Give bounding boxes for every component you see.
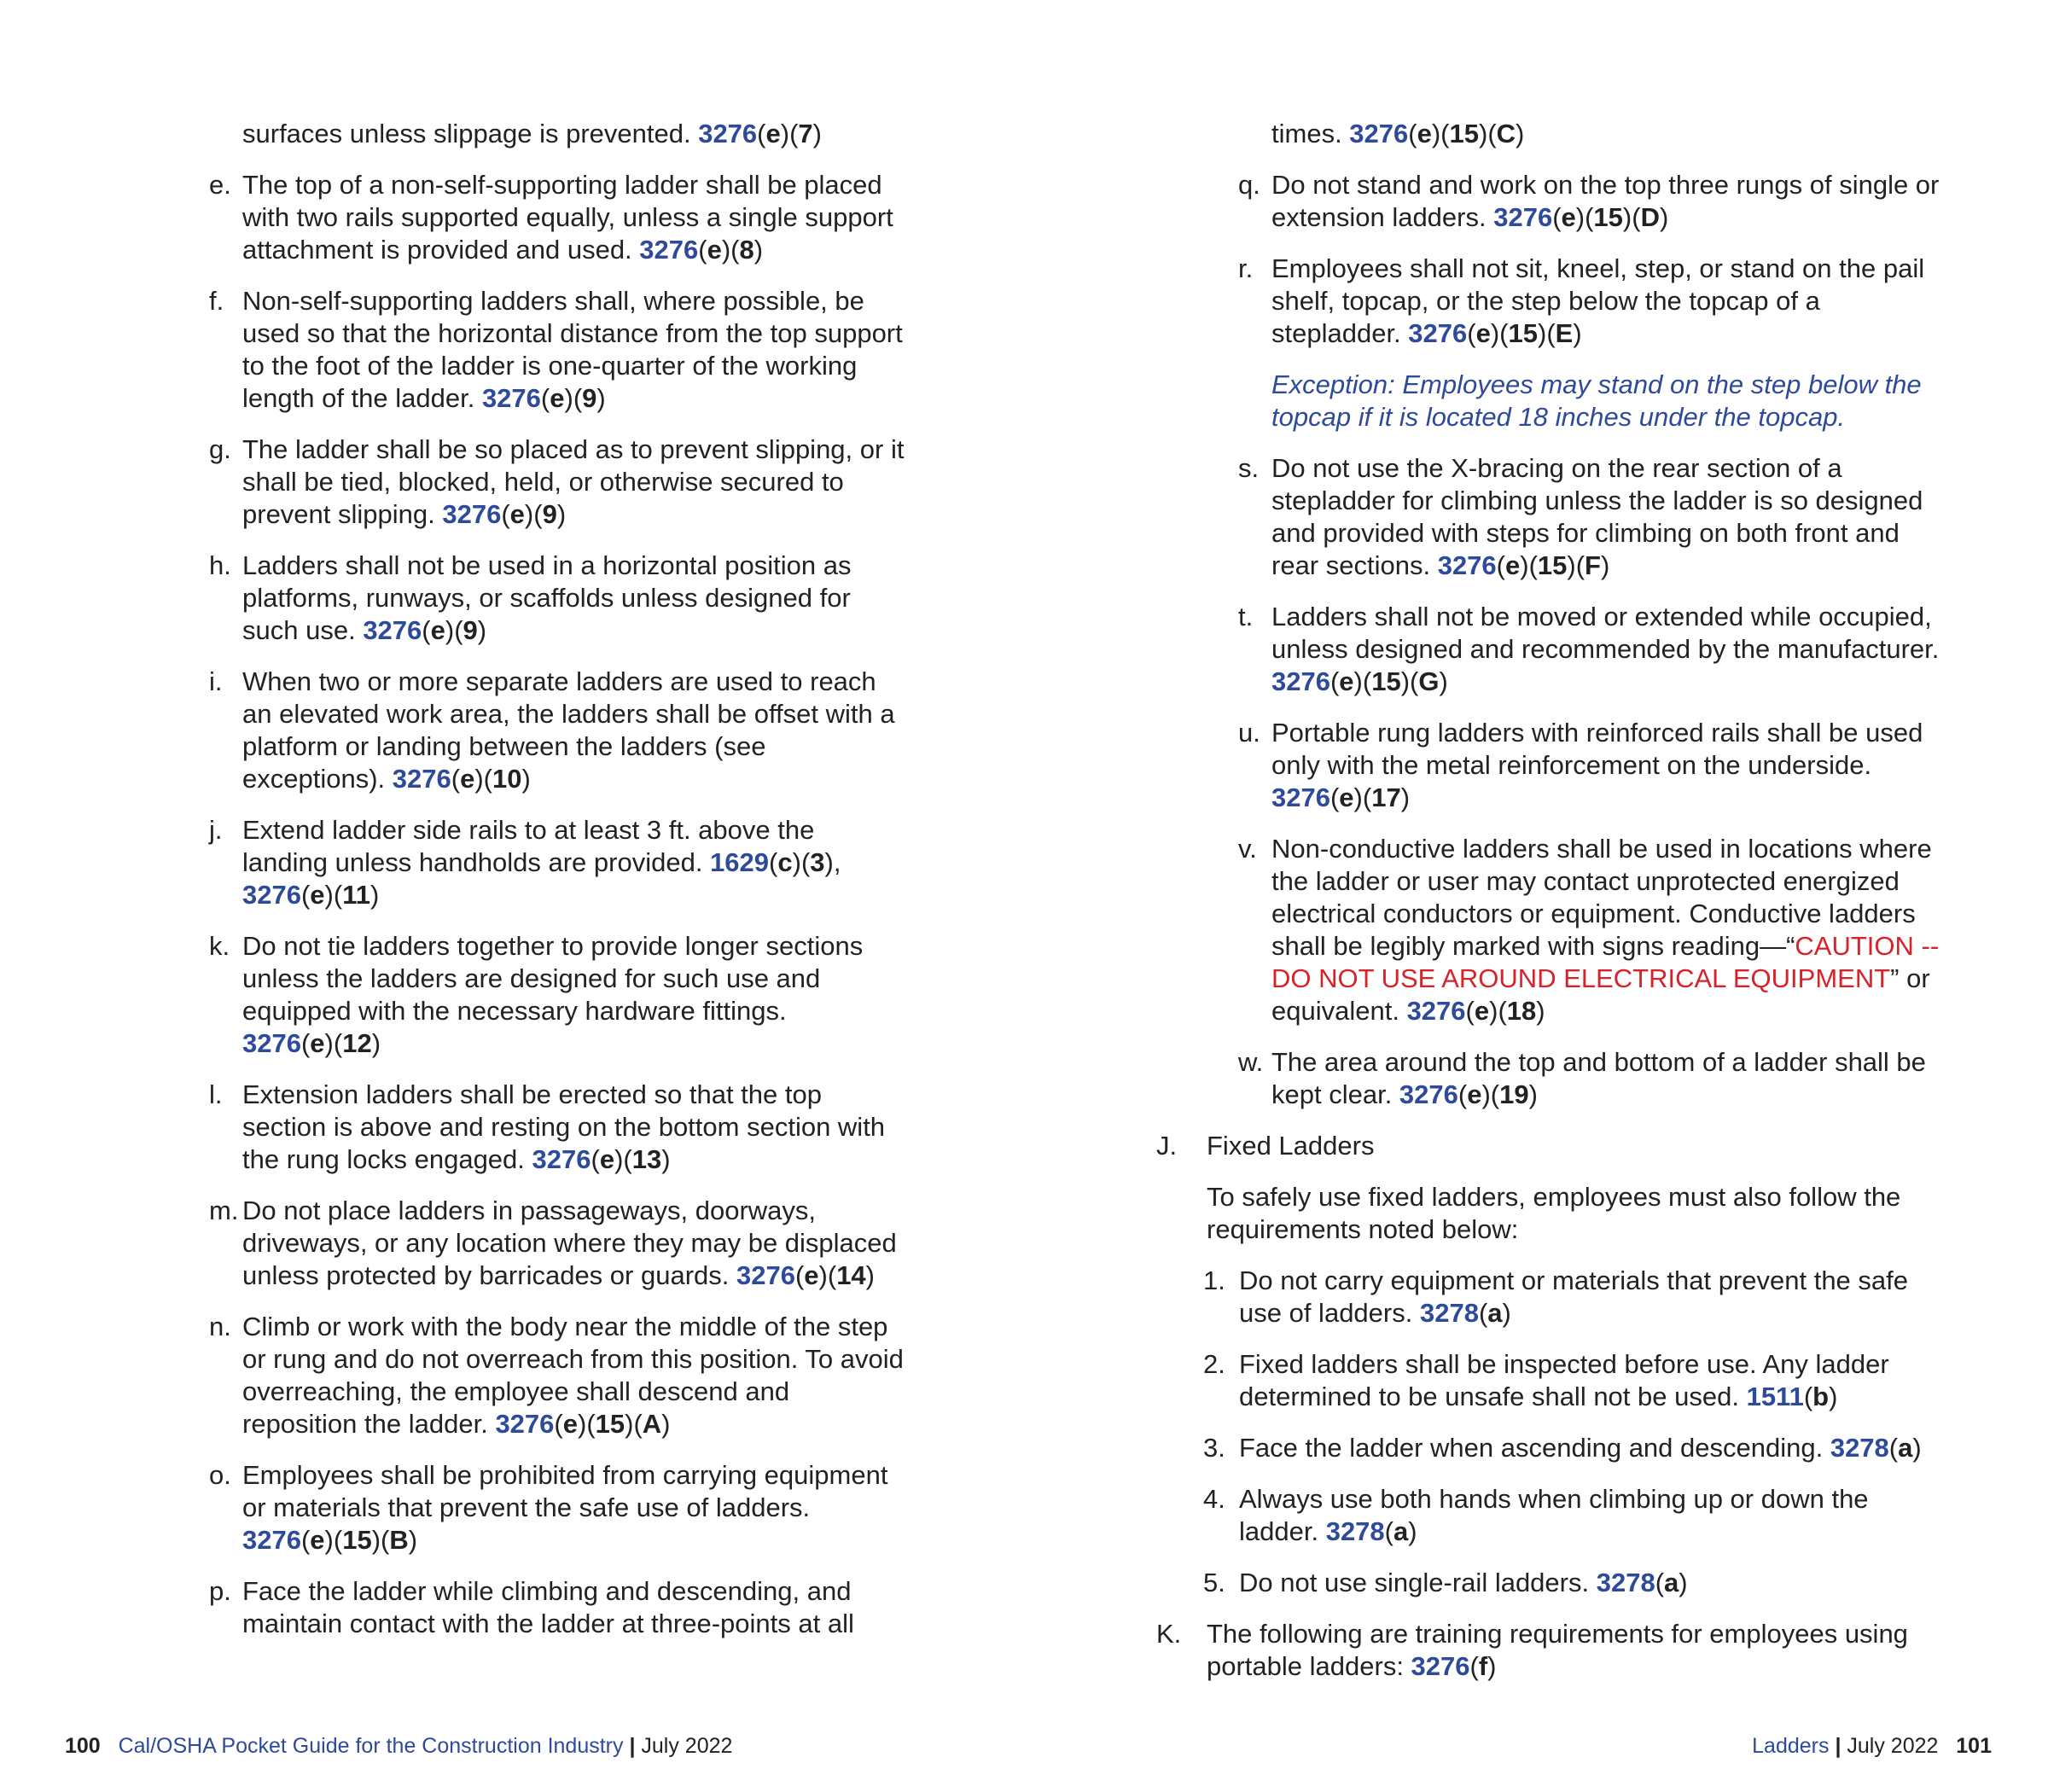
citation-part: e — [550, 383, 565, 413]
citation-part: 9 — [542, 499, 557, 529]
citation-section-number: 3276 — [1408, 318, 1468, 348]
citation-section-number: 3276 — [1411, 1651, 1470, 1681]
citation-section-number: 3276 — [242, 1028, 301, 1058]
citation: 3276(e)(18) — [1406, 996, 1545, 1026]
citation-part: 15 — [1593, 202, 1623, 232]
citation-part: e — [1474, 996, 1490, 1026]
citation-part: 7 — [798, 119, 813, 148]
citation: 3276(e)(19) — [1399, 1079, 1538, 1109]
section-k: K. The following are training requirements for employees using portable ladders: 3276(f) — [1156, 1619, 1908, 1681]
citation-part: 15 — [342, 1525, 372, 1555]
citation: 3276(e)(15)(A) — [495, 1409, 671, 1439]
page-number: 101 — [1956, 1734, 1992, 1758]
citation-part: E — [1555, 318, 1574, 348]
section-title: Fixed Ladders — [1207, 1131, 1375, 1161]
footer-date: July 2022 — [641, 1734, 733, 1758]
item-label: j. — [209, 815, 223, 845]
guide-title: Cal/OSHA Pocket Guide for the Construction Industry — [118, 1734, 624, 1758]
section-name: Ladders — [1752, 1734, 1830, 1758]
citation-part: A — [642, 1409, 662, 1439]
citation-part: D — [1640, 202, 1660, 232]
citation-part: 15 — [1449, 119, 1479, 148]
citation-section-number: 3276 — [363, 615, 422, 645]
citation-part: 10 — [492, 764, 522, 794]
citation: 3276(e)(15)(G) — [1271, 666, 1448, 696]
citation-part: c — [777, 847, 793, 877]
list-item: l. Extension ladders shall be erected so that the top section is above and resting on the bottom section with the rung locks engaged. 3276(e)(13) — [209, 1079, 886, 1174]
item-label: e. — [209, 170, 231, 200]
citation-section-number: 3276 — [639, 235, 699, 265]
citation-section-number: 3276 — [532, 1144, 591, 1174]
numbered-item: 4. Always use both hands when climbing up or down the ladder. 3278(a) — [1203, 1484, 1869, 1546]
item-label: u. — [1238, 718, 1260, 748]
item-label: i. — [209, 666, 223, 696]
item-label: t. — [1238, 602, 1254, 631]
citation-part: e — [1467, 1079, 1482, 1109]
section-heading-j — [1156, 1130, 1941, 1162]
citation-part: 15 — [1537, 550, 1568, 580]
list-item: s. Do not use the X-bracing on the rear section of a stepladder for climbing unless the ladder is so designed and provided with steps for climbing on both front and rear sections. 3276(e)(15)(F) — [1238, 453, 1923, 580]
citation-part: e — [1475, 318, 1491, 348]
citation-section-number: 3276 — [1349, 119, 1409, 148]
list-item: p. Face the ladder while climbing and descending, and maintain contact with the ladder at three-points at all — [209, 1576, 854, 1638]
citation: 3276(e)(17) — [1271, 783, 1411, 812]
item-label: 3. — [1203, 1433, 1225, 1463]
item-label: h. — [209, 550, 231, 580]
citation-section-number: 3276 — [736, 1260, 795, 1290]
citation-part: e — [1561, 202, 1576, 232]
numbered-item: 2. Fixed ladders shall be inspected before use. Any ladder determined to be unsafe shall not be used. 1511(b) — [1203, 1349, 1889, 1411]
right-column — [1156, 118, 1941, 1702]
citation-part: e — [804, 1260, 819, 1290]
item-label: 2. — [1203, 1349, 1225, 1379]
citation-part: e — [765, 119, 781, 148]
citation-part: e — [310, 1525, 325, 1555]
citation: 3276(f) — [1411, 1651, 1497, 1681]
continuation-text: times. 3276(e)(15)(C) — [1271, 119, 1525, 148]
citation-part: e — [1339, 783, 1354, 812]
citation: 3276(e)(12) — [242, 1028, 381, 1058]
list-item: r. Employees shall not sit, kneel, step, or stand on the pail shelf, topcap, or the step below the topcap of a stepladder. 3276(e)(15)(E) — [1238, 253, 1925, 348]
citation-section-number: 3276 — [392, 764, 451, 794]
citation: 3278(a) — [1830, 1433, 1922, 1463]
item-label: m. — [209, 1196, 239, 1225]
list-item: j. Extend ladder side rails to at least 3 ft. above the landing unless handholds are provided. 1629(c)(3), 3276(e)(11) — [209, 815, 841, 910]
citation: 3276(e)(7) — [698, 119, 822, 148]
citation-part: a — [1898, 1433, 1913, 1463]
citation: 3276(e)(9) — [442, 499, 567, 529]
numbered-item: 1. Do not carry equipment or materials that prevent the safe use of ladders. 3278(a) — [1203, 1265, 1909, 1328]
citation-part: e — [310, 880, 325, 910]
citation-section-number: 3276 — [1271, 666, 1330, 696]
citation-part: e — [1505, 550, 1521, 580]
citation-section-number: 3276 — [1399, 1079, 1458, 1109]
list-item: i. When two or more separate ladders are used to reach an elevated work area, the ladders shall be offset with a platform or landing between the ladders (see exceptions). 3276(e)(10) — [209, 666, 895, 794]
citation-section-number: 3276 — [442, 499, 502, 529]
footer-separator: | — [1829, 1734, 1847, 1758]
citation-part: 15 — [595, 1409, 625, 1439]
list-item: u. Portable rung ladders with reinforced rails shall be used only with the metal reinforcement on the underside. 3276(e)(17) — [1238, 718, 1923, 812]
footer-left — [65, 1732, 732, 1760]
footer-separator: | — [623, 1734, 642, 1758]
citation-part: e — [1417, 119, 1432, 148]
citation-section-number: 3276 — [1406, 996, 1466, 1026]
citation-part: e — [599, 1144, 615, 1174]
item-label: p. — [209, 1576, 231, 1606]
citation-part: a — [1664, 1568, 1679, 1597]
numbered-item: 5. Do not use single-rail ladders. 3278(a) — [1203, 1568, 1688, 1597]
citation-part: 3 — [810, 847, 825, 877]
citation-section-number: 3276 — [1437, 550, 1497, 580]
item-label: q. — [1238, 170, 1260, 200]
list-item: o. Employees shall be prohibited from carrying equipment or materials that prevent the safe use of ladders. 3276(e)(15)(B) — [209, 1460, 888, 1555]
citation: 3278(a) — [1325, 1516, 1417, 1546]
citation-part: e — [562, 1409, 578, 1439]
citation: 3276(e)(15)(D) — [1493, 202, 1669, 232]
citation-part: 14 — [836, 1260, 866, 1290]
footer-right — [1752, 1732, 1992, 1760]
citation-part: e — [707, 235, 722, 265]
item-label: o. — [209, 1460, 231, 1490]
citation: 3276(e)(15)(B) — [242, 1525, 418, 1555]
list-item: g. The ladder shall be so placed as to prevent slipping, or it shall be tied, blocked, held, or otherwise secured to prevent slipping. 3276(e)(9) — [209, 434, 905, 529]
citation-section-number: 3278 — [1325, 1516, 1385, 1546]
citation-part: e — [430, 615, 445, 645]
citation-part: 15 — [1508, 318, 1538, 348]
citation-part: a — [1487, 1298, 1503, 1328]
citation: 3276(e)(9) — [481, 383, 606, 413]
caution-text: CAUTION -- DO NOT USE AROUND ELECTRICAL EQUIPMENT — [1271, 931, 1940, 993]
citation-part: C — [1496, 119, 1516, 148]
item-label: g. — [209, 434, 231, 464]
citation-section-number: 3276 — [1271, 783, 1330, 812]
citation-part: e — [310, 1028, 325, 1058]
citation-part: 18 — [1506, 996, 1537, 1026]
citation: 3276(e)(15)(F) — [1437, 550, 1610, 580]
citation-part: 9 — [463, 615, 478, 645]
list-item: m. Do not place ladders in passageways, doorways, driveways, or any location where they may be displaced unless protected by barricades or guards. 3276(e)(14) — [209, 1196, 897, 1290]
citation-section-number: 3276 — [495, 1409, 555, 1439]
citation-part: e — [460, 764, 475, 794]
citation: 3276(e)(15)(E) — [1408, 318, 1582, 348]
continuation-text: surfaces unless slippage is prevented. 3276(e)(7) — [242, 119, 822, 148]
citation-part: e — [1339, 666, 1354, 696]
citation: 3276(e)(15)(C) — [1349, 119, 1525, 148]
item-label: v. — [1238, 834, 1257, 864]
citation-part: 9 — [582, 383, 597, 413]
citation: 3276(e)(14) — [736, 1260, 875, 1290]
citation-part: 11 — [342, 880, 370, 910]
citation-section-number: 3278 — [1596, 1568, 1655, 1597]
item-label: 5. — [1203, 1568, 1225, 1597]
item-label: 1. — [1203, 1265, 1225, 1295]
footer-date: July 2022 — [1847, 1734, 1939, 1758]
citation: 3276(e)(10) — [392, 764, 531, 794]
citation: 3276(e)(8) — [639, 235, 764, 265]
item-label: k. — [209, 931, 230, 961]
citation-section-number: 1511 — [1746, 1382, 1804, 1411]
citation-part: a — [1393, 1516, 1409, 1546]
citation: 3276(e)(9) — [363, 615, 487, 645]
list-item: k. Do not tie ladders together to provide longer sections unless the ladders are designed for such use and equipped with the necessary hardware fittings. 3276(e)(12) — [209, 931, 864, 1058]
list-item: q. Do not stand and work on the top three rungs of single or extension ladders. 3276(e)(15)(D) — [1238, 170, 1940, 232]
page-number: 100 — [65, 1734, 101, 1758]
citation-part: 8 — [739, 235, 754, 265]
citation-section-number: 1629 — [710, 847, 770, 877]
citation-section-number: 3276 — [242, 1525, 301, 1555]
item-label: 4. — [1203, 1484, 1225, 1514]
section-label: J. — [1156, 1131, 1178, 1161]
citation: 1629(c)(3) — [710, 847, 834, 877]
list-item: e. The top of a non-self-supporting ladder shall be placed with two rails supported equally, unless a single support attachment is provided and used. 3276(e)(8) — [209, 170, 893, 265]
citation-section-number: 3276 — [242, 880, 301, 910]
citation: 3278(a) — [1419, 1298, 1511, 1328]
section-label: K. — [1156, 1619, 1182, 1649]
citation-part: e — [509, 499, 525, 529]
citation-section-number: 3278 — [1419, 1298, 1479, 1328]
citation-section-number: 3278 — [1830, 1433, 1889, 1463]
citation-part: 13 — [631, 1144, 662, 1174]
list-item: w. The area around the top and bottom of a ladder shall be kept clear. 3276(e)(19) — [1238, 1047, 1926, 1109]
exception-note: Exception: Employees may stand on the step below the topcap if it is located 18 inches under the topcap. — [1271, 369, 1922, 432]
list-item: h. Ladders shall not be used in a horizontal position as platforms, runways, or scaffolds unless designed for such use. 3276(e)(9) — [209, 550, 852, 645]
citation-section-number: 3276 — [698, 119, 758, 148]
citation: 1511(b) — [1746, 1382, 1838, 1411]
numbered-item: 3. Face the ladder when ascending and descending. 3278(a) — [1203, 1433, 1922, 1463]
item-label: l. — [209, 1079, 223, 1109]
citation: 3276(e)(13) — [532, 1144, 671, 1174]
citation-section-number: 3276 — [481, 383, 541, 413]
list-item: f. Non-self-supporting ladders shall, where possible, be used so that the horizontal distance from the top support to the foot of the ladder is one-quarter of the working length of the ladder. 3276(e)(9) — [209, 286, 903, 413]
citation-part: G — [1418, 666, 1440, 696]
citation-part: f — [1478, 1651, 1488, 1681]
list-item: v. Non-conductive ladders shall be used in locations where the ladder or user may contact unprotected energized electrical conductors or equipment. Conductive ladders shall be legibly marked with signs reading—“CAUTION -- DO NOT USE AROUND ELECTRICAL EQUIPMENT” or equivalent. 3276(e)(18) — [1238, 834, 1940, 1026]
citation-part: B — [389, 1525, 409, 1555]
citation: 3278(a) — [1596, 1568, 1688, 1597]
item-label: s. — [1238, 453, 1260, 483]
section-intro: To safely use fixed ladders, employees must also follow the requirements noted below: — [1207, 1182, 1901, 1244]
citation-part: F — [1585, 550, 1601, 580]
item-label: f. — [209, 286, 224, 316]
citation-part: 15 — [1371, 666, 1401, 696]
list-item: n. Climb or work with the body near the middle of the step or rung and do not overreach from this position. To avoid overreaching, the employee shall descend and reposition the ladder. 3276(e)(15)(A) — [209, 1312, 904, 1439]
citation-part: 12 — [342, 1028, 372, 1058]
citation-part: 17 — [1371, 783, 1401, 812]
citation: 3276(e)(11) — [242, 880, 380, 910]
item-label: w. — [1238, 1047, 1264, 1077]
citation-part: 19 — [1499, 1079, 1529, 1109]
item-label: r. — [1238, 253, 1254, 283]
citation-section-number: 3276 — [1493, 202, 1553, 232]
item-label: n. — [209, 1312, 231, 1341]
left-column — [205, 118, 905, 1659]
citation-part: b — [1812, 1382, 1830, 1411]
list-item: t. Ladders shall not be moved or extended while occupied, unless designed and recommended by the manufacturer. 3276(e)(15)(G) — [1238, 602, 1940, 696]
